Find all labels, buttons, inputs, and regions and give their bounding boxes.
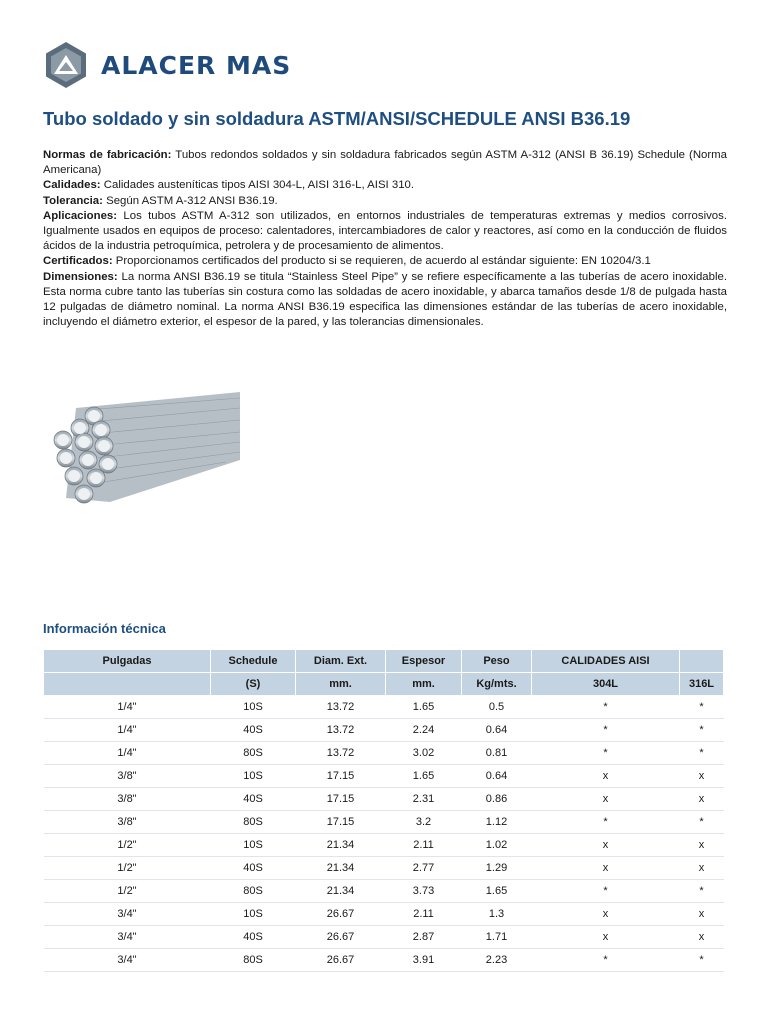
cell-schedule: 80S — [211, 949, 296, 972]
header-pulgadas: Pulgadas — [44, 650, 211, 673]
cell-316l: * — [680, 696, 724, 719]
table-body — [44, 696, 724, 972]
cell-304l: * — [532, 949, 680, 972]
description-text: La norma ANSI B36.19 se titula “Stainless Steel Pipe” y se refiere específicamente a las tuberías de acero inoxidable. Esta norma cubre tanto las tuberías sin costura como las soldadas de acero inoxidable, y abarca tamaños desde 1/8 de pulgada hasta 12 pulgadas de diámetro nominal. La norma ANSI B36.19 especifica las dimensiones estándar de las tuberías de acero inoxidable, incluyendo el diámetro exterior, el espesor de la pared, y las tolerancias dimensionales. — [43, 270, 727, 329]
cell-diam-ext: 21.34 — [296, 834, 386, 857]
description-text: Según ASTM A-312 ANSI B36.19. — [102, 194, 278, 207]
table-row — [44, 719, 724, 742]
cell-304l: x — [532, 765, 680, 788]
cell-304l: x — [532, 903, 680, 926]
cell-316l: x — [680, 765, 724, 788]
cell-schedule: 10S — [211, 834, 296, 857]
cell-304l: * — [532, 719, 680, 742]
description-label: Dimensiones: — [43, 270, 118, 283]
header-diam-ext: Diam. Ext. — [296, 650, 386, 673]
cell-diam-ext: 26.67 — [296, 926, 386, 949]
subheader-304l: 304L — [532, 673, 680, 696]
table-row — [44, 880, 724, 903]
subheader-316l: 316L — [680, 673, 724, 696]
description-text: Los tubos ASTM A-312 son utilizados, en entornos industriales de temperaturas extremas y medios corrosivos. Igualmente usados en equipos de proceso: calentadores, intercambiadores de calor y reactores, así como en la conducción de fluidos ácidos de la industria petroquímica, petrolera y de procesamiento de alimentos. — [43, 209, 727, 253]
cell-diam-ext: 17.15 — [296, 765, 386, 788]
subheader-diam-unit: mm. — [296, 673, 386, 696]
table-row — [44, 949, 724, 972]
subheader-espesor-unit: mm. — [386, 673, 462, 696]
cell-316l: x — [680, 834, 724, 857]
cell-316l: * — [680, 742, 724, 765]
cell-schedule: 40S — [211, 788, 296, 811]
subheader-pulgadas — [44, 673, 211, 696]
description-paragraph — [43, 209, 727, 255]
brand-logo — [43, 40, 291, 90]
cell-peso: 1.3 — [462, 903, 532, 926]
table-row — [44, 696, 724, 719]
cell-316l: x — [680, 857, 724, 880]
cell-304l: * — [532, 696, 680, 719]
cell-pulgadas: 1/4" — [44, 742, 211, 765]
description-label: Normas de fabricación: — [43, 149, 172, 161]
cell-schedule: 40S — [211, 857, 296, 880]
cell-pulgadas: 3/8" — [44, 788, 211, 811]
cell-304l: * — [532, 880, 680, 903]
cell-peso: 0.64 — [462, 765, 532, 788]
table-row — [44, 857, 724, 880]
description-label: Calidades: — [43, 179, 101, 192]
cell-espesor: 2.87 — [386, 926, 462, 949]
header-peso: Peso — [462, 650, 532, 673]
subheader-peso-unit: Kg/mts. — [462, 673, 532, 696]
cell-espesor: 1.65 — [386, 696, 462, 719]
cell-pulgadas: 3/8" — [44, 765, 211, 788]
cell-espesor: 2.24 — [386, 719, 462, 742]
table-row — [44, 811, 724, 834]
cell-pulgadas: 3/4" — [44, 949, 211, 972]
cell-peso: 2.23 — [462, 949, 532, 972]
cell-espesor: 3.91 — [386, 949, 462, 972]
cell-pulgadas: 3/4" — [44, 903, 211, 926]
cell-pulgadas: 1/2" — [44, 834, 211, 857]
cell-diam-ext: 13.72 — [296, 696, 386, 719]
description-paragraph — [43, 178, 727, 193]
cell-peso: 0.81 — [462, 742, 532, 765]
cell-schedule: 80S — [211, 880, 296, 903]
product-description — [43, 148, 727, 330]
cell-peso: 1.71 — [462, 926, 532, 949]
cell-316l: * — [680, 949, 724, 972]
cell-peso: 0.86 — [462, 788, 532, 811]
cell-304l: x — [532, 926, 680, 949]
brand-name: ALACER MAS — [101, 50, 292, 80]
cell-diam-ext: 26.67 — [296, 903, 386, 926]
cell-espesor: 3.2 — [386, 811, 462, 834]
cell-espesor: 1.65 — [386, 765, 462, 788]
cell-schedule: 10S — [211, 765, 296, 788]
cell-pulgadas: 1/2" — [44, 857, 211, 880]
description-text: Tubos redondos soldados y sin soldadura fabricados según ASTM A-312 (ANSI B 36.19) Schedule (Norma Americana) — [43, 149, 727, 177]
header-calidades-aisi: CALIDADES AISI — [532, 650, 680, 673]
hexagon-logo-icon — [43, 40, 89, 90]
cell-pulgadas: 3/4" — [44, 926, 211, 949]
subheader-schedule-unit: (S) — [211, 673, 296, 696]
table-row — [44, 765, 724, 788]
cell-schedule: 10S — [211, 903, 296, 926]
cell-316l: * — [680, 880, 724, 903]
cell-schedule: 80S — [211, 742, 296, 765]
cell-espesor: 2.77 — [386, 857, 462, 880]
cell-304l: * — [532, 811, 680, 834]
cell-304l: * — [532, 742, 680, 765]
cell-espesor: 3.73 — [386, 880, 462, 903]
table-header-row — [44, 650, 724, 673]
description-paragraph — [43, 270, 727, 331]
cell-schedule: 40S — [211, 719, 296, 742]
cell-peso: 0.5 — [462, 696, 532, 719]
table-row — [44, 903, 724, 926]
description-label: Aplicaciones: — [43, 209, 118, 222]
description-label: Certificados: — [43, 255, 113, 268]
cell-peso: 1.29 — [462, 857, 532, 880]
cell-pulgadas: 3/8" — [44, 811, 211, 834]
header-espesor: Espesor — [386, 650, 462, 673]
section-title: Información técnica — [43, 621, 166, 636]
cell-diam-ext: 26.67 — [296, 949, 386, 972]
description-paragraph — [43, 148, 727, 178]
cell-diam-ext: 13.72 — [296, 742, 386, 765]
description-label: Tolerancia: — [43, 194, 103, 207]
steel-pipes-image — [46, 390, 240, 512]
description-paragraph — [43, 194, 727, 209]
cell-peso: 1.65 — [462, 880, 532, 903]
cell-espesor: 2.31 — [386, 788, 462, 811]
cell-peso: 1.02 — [462, 834, 532, 857]
cell-diam-ext: 17.15 — [296, 811, 386, 834]
table-subheader-row — [44, 673, 724, 696]
cell-diam-ext: 13.72 — [296, 719, 386, 742]
cell-316l: x — [680, 903, 724, 926]
cell-pulgadas: 1/4" — [44, 696, 211, 719]
cell-espesor: 3.02 — [386, 742, 462, 765]
technical-specs-table — [43, 649, 724, 972]
cell-espesor: 2.11 — [386, 903, 462, 926]
description-paragraph — [43, 254, 727, 269]
table-row — [44, 788, 724, 811]
cell-diam-ext: 21.34 — [296, 880, 386, 903]
header-schedule: Schedule — [211, 650, 296, 673]
cell-schedule: 80S — [211, 811, 296, 834]
cell-peso: 0.64 — [462, 719, 532, 742]
cell-316l: * — [680, 719, 724, 742]
cell-316l: x — [680, 926, 724, 949]
table-row — [44, 926, 724, 949]
cell-peso: 1.12 — [462, 811, 532, 834]
cell-304l: x — [532, 834, 680, 857]
cell-espesor: 2.11 — [386, 834, 462, 857]
cell-pulgadas: 1/2" — [44, 880, 211, 903]
description-text: Calidades austeníticas tipos AISI 304-L, AISI 316-L, AISI 310. — [100, 179, 415, 192]
table-row — [44, 834, 724, 857]
cell-schedule: 10S — [211, 696, 296, 719]
cell-316l: x — [680, 788, 724, 811]
cell-diam-ext: 21.34 — [296, 857, 386, 880]
header-blank — [680, 650, 724, 673]
description-text: Proporcionamos certificados del producto si se requieren, de acuerdo al estándar siguiente: EN 10204/3.1 — [112, 255, 651, 268]
cell-schedule: 40S — [211, 926, 296, 949]
cell-304l: x — [532, 788, 680, 811]
cell-304l: x — [532, 857, 680, 880]
cell-316l: * — [680, 811, 724, 834]
page-title: Tubo soldado y sin soldadura ASTM/ANSI/SCHEDULE ANSI B36.19 — [43, 108, 631, 129]
table-row — [44, 742, 724, 765]
cell-diam-ext: 17.15 — [296, 788, 386, 811]
cell-pulgadas: 1/4" — [44, 719, 211, 742]
